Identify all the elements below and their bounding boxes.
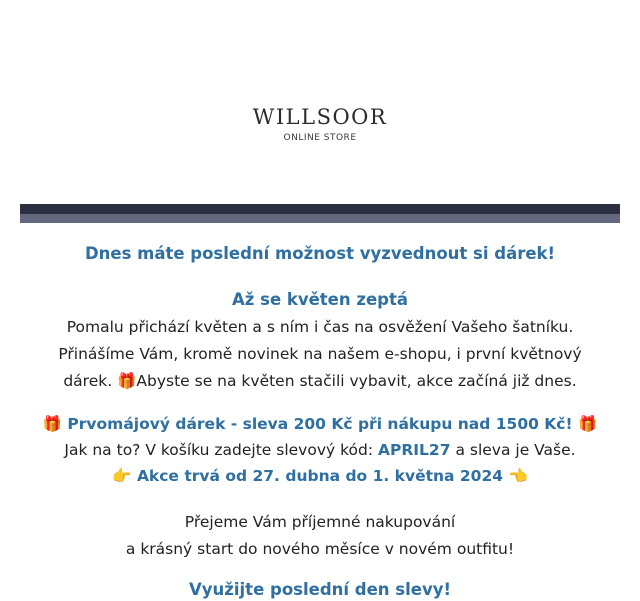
wish-line-1: Přejeme Vám příjemné nakupování (184, 513, 456, 531)
promo-dates: Akce trvá od 27. dubna do 1. května 2024 (136, 467, 504, 485)
howto-text-start: Jak na to? V košíku zadejte slevový kód: (64, 441, 378, 459)
intro-line-3 (20, 368, 620, 395)
intro-line-1: Pomalu přichází květen a s ním i čas na osvěžení Vašeho šatníku. (66, 318, 574, 336)
intro-paragraph (20, 314, 620, 395)
wish-paragraph (20, 509, 620, 563)
subheading: Až se květen zeptá (232, 290, 408, 309)
gift-icon: 🎁 (577, 415, 598, 433)
header-divider-dark (20, 204, 620, 214)
intro-line-3-end: Abyste se na květen stačili vybavit, akce začíná již dnes. (136, 372, 577, 390)
intro-line-3-start: dárek. (63, 372, 118, 390)
pointing-left-icon: 👈 (508, 467, 528, 485)
logo-wordmark: WILLSOOR (252, 105, 388, 129)
gift-icon: 🎁 (42, 415, 63, 433)
headline: Dnes máte poslední možnost vyzvednout si dárek! (84, 244, 556, 263)
header-divider-light (20, 214, 620, 223)
promo-title: Prvomájový dárek - sleva 200 Kč při nákupu nad 1500 Kč! (67, 415, 573, 433)
howto-text-end: a sleva je Vaše. (450, 441, 576, 459)
promo-title-row (20, 411, 620, 437)
discount-code: APRIL27 (378, 441, 451, 459)
promo-howto (20, 437, 620, 463)
logo-tagline: ONLINE STORE (283, 133, 357, 143)
pointing-right-icon: 👉 (112, 467, 132, 485)
brand-logo[interactable] (0, 104, 640, 144)
wish-line-2: a krásný start do nového měsíce v novém outfitu! (125, 540, 515, 558)
gift-icon: 🎁 (117, 372, 137, 390)
closing-heading: Využijte poslední den slevy! (189, 580, 451, 599)
intro-line-2: Přinášíme Vám, kromě novinek na našem e-shopu, i první květnový (58, 345, 582, 363)
promo-dates-row (20, 463, 620, 489)
